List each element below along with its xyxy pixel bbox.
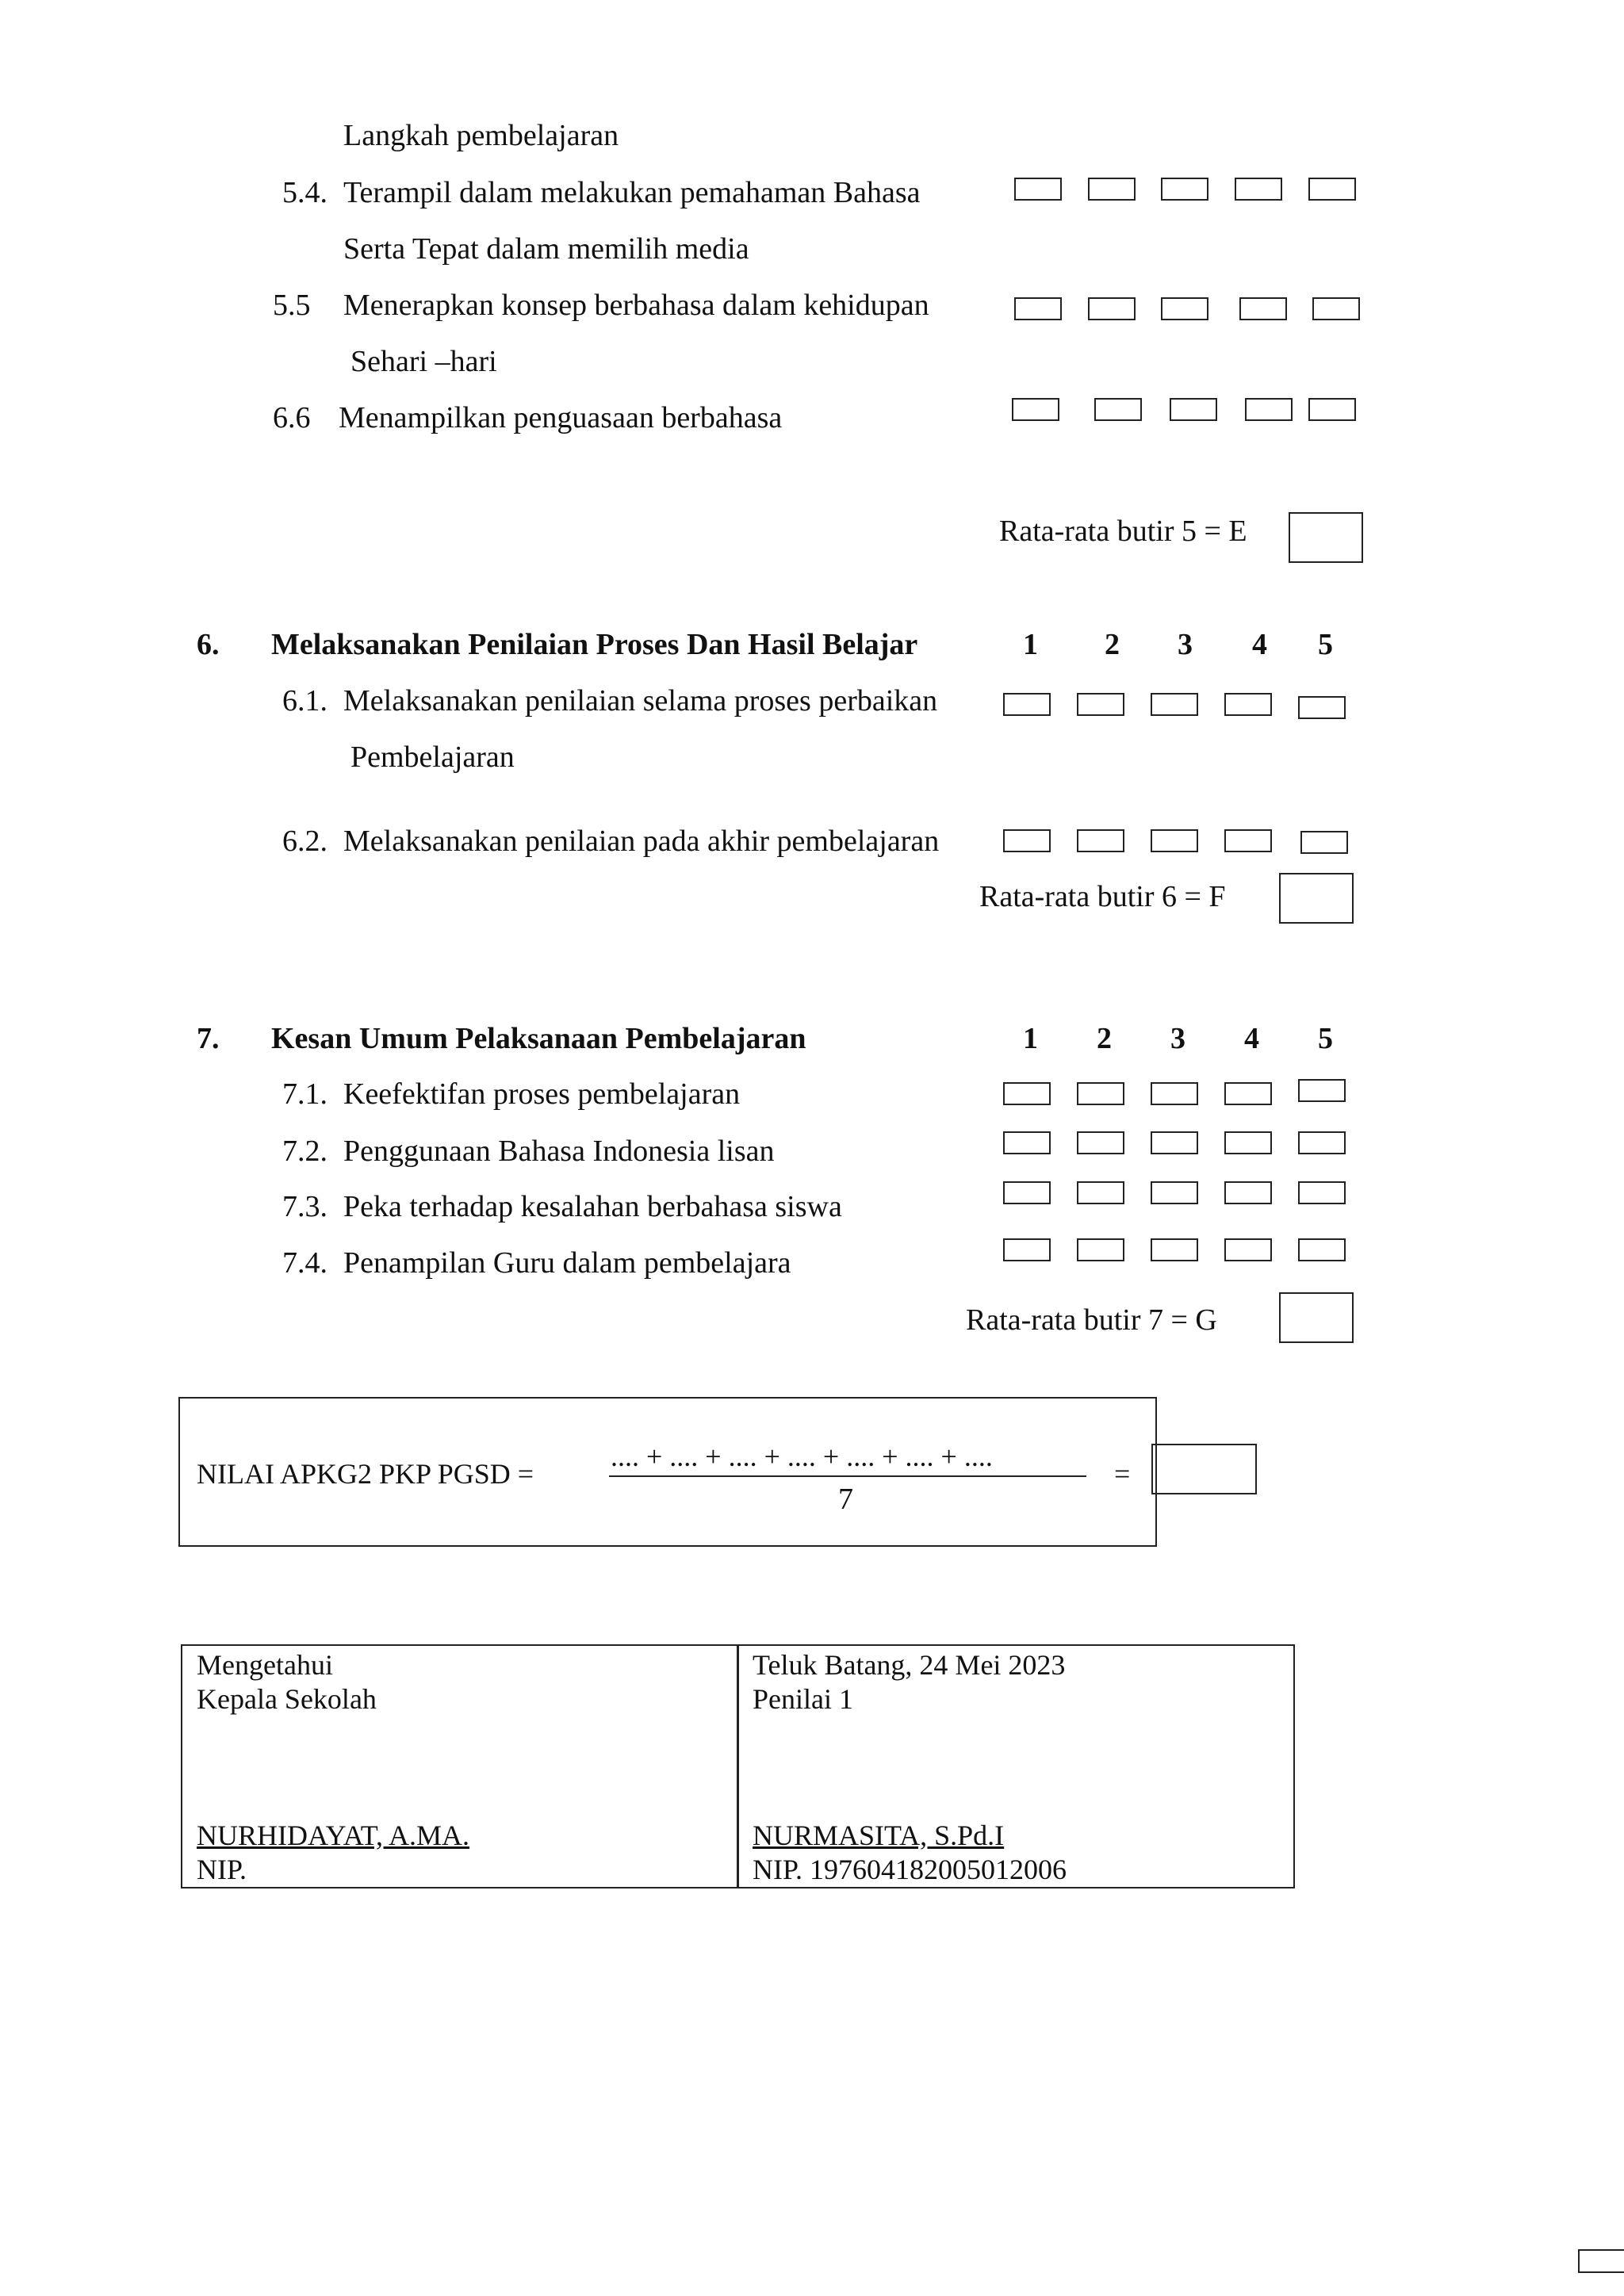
score-box-6-2-2[interactable] xyxy=(1077,829,1124,852)
item-text: Keefektifan proses pembelajaran xyxy=(343,1077,741,1111)
score-box-5-5-3[interactable] xyxy=(1161,297,1208,320)
score-box-7-4-4[interactable] xyxy=(1224,1238,1272,1261)
score-box-7-2-3[interactable] xyxy=(1151,1131,1198,1154)
item-number: 7.1. xyxy=(282,1077,327,1111)
average-box-5[interactable] xyxy=(1289,512,1363,563)
formula-numerator: .... + .... + .... + .... + .... + .... + .... xyxy=(611,1441,993,1472)
score-box-5-4-5[interactable] xyxy=(1308,178,1356,201)
score-box-7-3-2[interactable] xyxy=(1077,1181,1124,1204)
page-corner-box xyxy=(1578,2249,1624,2273)
average-box-6[interactable] xyxy=(1279,873,1354,924)
principal-title: Kepala Sekolah xyxy=(197,1683,377,1715)
score-box-7-2-2[interactable] xyxy=(1077,1131,1124,1154)
section-title: Melaksanakan Penilaian Proses Dan Hasil Belajar xyxy=(271,628,918,661)
item-text-continuation: Pembelajaran xyxy=(350,740,515,774)
item-number: 5.5 xyxy=(273,289,311,322)
score-box-6-1-5[interactable] xyxy=(1298,696,1346,719)
item-text: Melaksanakan penilaian selama proses perbaikan xyxy=(343,684,938,718)
score-box-6-2-3[interactable] xyxy=(1151,829,1198,852)
item-number: 7.3. xyxy=(282,1190,327,1223)
final-score-box[interactable] xyxy=(1151,1444,1257,1494)
score-box-7-1-4[interactable] xyxy=(1224,1082,1272,1105)
principal-nip: NIP. xyxy=(197,1854,247,1885)
place-date: Teluk Batang, 24 Mei 2023 xyxy=(753,1649,1066,1681)
score-box-7-3-5[interactable] xyxy=(1298,1181,1346,1204)
formula-equals: = xyxy=(1114,1458,1131,1490)
scale-label-2: 2 xyxy=(1105,628,1120,661)
acknowledged-label: Mengetahui xyxy=(197,1649,333,1681)
item-number: 6.6 xyxy=(273,401,311,434)
score-box-7-1-2[interactable] xyxy=(1077,1082,1124,1105)
score-box-7-4-1[interactable] xyxy=(1003,1238,1051,1261)
item-number: 6.1. xyxy=(282,684,327,718)
section-title: Kesan Umum Pelaksanaan Pembelajaran xyxy=(271,1022,806,1055)
score-box-5-4-4[interactable] xyxy=(1235,178,1282,201)
item-text: Penampilan Guru dalam pembelajara xyxy=(343,1246,791,1280)
assessor-nip: NIP. 197604182005012006 xyxy=(753,1854,1067,1885)
score-box-5-5-2[interactable] xyxy=(1088,297,1136,320)
score-box-6-2-1[interactable] xyxy=(1003,829,1051,852)
score-box-7-3-3[interactable] xyxy=(1151,1181,1198,1204)
item-text: Melaksanakan penilaian pada akhir pembelajaran xyxy=(343,825,940,858)
score-box-7-1-5[interactable] xyxy=(1298,1079,1346,1102)
score-box-5-5-1[interactable] xyxy=(1014,297,1062,320)
average-box-7[interactable] xyxy=(1279,1292,1354,1343)
score-box-6-1-2[interactable] xyxy=(1077,693,1124,716)
assessor-name: NURMASITA, S.Pd.I xyxy=(753,1820,1005,1851)
section-number: 7. xyxy=(197,1022,220,1055)
item-text-continuation: Sehari –hari xyxy=(350,345,497,378)
score-box-6-6-5[interactable] xyxy=(1308,398,1356,421)
scale-label-3: 3 xyxy=(1178,628,1193,661)
item-number: 6.2. xyxy=(282,825,327,858)
score-box-5-4-3[interactable] xyxy=(1161,178,1208,201)
item-number: 5.4. xyxy=(282,176,327,209)
scale-label-4: 4 xyxy=(1244,1022,1259,1055)
score-box-7-4-5[interactable] xyxy=(1298,1238,1346,1261)
score-box-6-1-1[interactable] xyxy=(1003,693,1051,716)
item-text-continuation: Serta Tepat dalam memilih media xyxy=(343,232,749,266)
assessor-title: Penilai 1 xyxy=(753,1683,853,1715)
item-text: Menampilkan penguasaan berbahasa xyxy=(339,401,783,434)
score-box-7-1-1[interactable] xyxy=(1003,1082,1051,1105)
section-number: 6. xyxy=(197,628,220,661)
principal-name: NURHIDAYAT, A.MA. xyxy=(197,1820,470,1851)
formula-denominator: 7 xyxy=(838,1483,853,1516)
score-box-5-4-2[interactable] xyxy=(1088,178,1136,201)
score-box-7-2-4[interactable] xyxy=(1224,1131,1272,1154)
step-line: Langkah pembelajaran xyxy=(343,119,619,152)
score-box-6-6-3[interactable] xyxy=(1170,398,1217,421)
score-box-6-6-2[interactable] xyxy=(1094,398,1142,421)
item-number: 7.2. xyxy=(282,1135,327,1168)
score-box-6-6-1[interactable] xyxy=(1012,398,1059,421)
scale-label-5: 5 xyxy=(1318,628,1333,661)
item-text: Terampil dalam melakukan pemahaman Bahasa xyxy=(343,176,921,209)
score-box-7-3-4[interactable] xyxy=(1224,1181,1272,1204)
average-label-6: Rata-rata butir 6 = F xyxy=(979,880,1226,913)
scale-label-4: 4 xyxy=(1252,628,1267,661)
score-box-7-4-3[interactable] xyxy=(1151,1238,1198,1261)
score-box-5-5-5[interactable] xyxy=(1312,297,1360,320)
score-box-7-1-3[interactable] xyxy=(1151,1082,1198,1105)
item-number: 7.4. xyxy=(282,1246,327,1280)
score-box-6-1-4[interactable] xyxy=(1224,693,1272,716)
formula-label: NILAI APKG2 PKP PGSD = xyxy=(197,1458,534,1490)
scale-label-3: 3 xyxy=(1170,1022,1185,1055)
score-box-6-2-5[interactable] xyxy=(1300,831,1348,854)
score-box-5-4-1[interactable] xyxy=(1014,178,1062,201)
score-box-7-2-5[interactable] xyxy=(1298,1131,1346,1154)
score-box-7-2-1[interactable] xyxy=(1003,1131,1051,1154)
scale-label-1: 1 xyxy=(1023,628,1038,661)
average-label-7: Rata-rata butir 7 = G xyxy=(966,1303,1217,1337)
score-box-7-4-2[interactable] xyxy=(1077,1238,1124,1261)
scale-label-2: 2 xyxy=(1097,1022,1112,1055)
score-box-6-6-4[interactable] xyxy=(1245,398,1293,421)
item-text: Peka terhadap kesalahan berbahasa siswa xyxy=(343,1190,842,1223)
score-box-6-2-4[interactable] xyxy=(1224,829,1272,852)
signature-divider xyxy=(737,1644,739,1888)
average-label-5: Rata-rata butir 5 = E xyxy=(999,515,1247,548)
item-text: Menerapkan konsep berbahasa dalam kehidupan xyxy=(343,289,929,322)
scale-label-5: 5 xyxy=(1318,1022,1333,1055)
scale-label-1: 1 xyxy=(1023,1022,1038,1055)
score-box-5-5-4[interactable] xyxy=(1239,297,1287,320)
fraction-bar xyxy=(609,1475,1086,1477)
score-box-6-1-3[interactable] xyxy=(1151,693,1198,716)
score-box-7-3-1[interactable] xyxy=(1003,1181,1051,1204)
item-text: Penggunaan Bahasa Indonesia lisan xyxy=(343,1135,775,1168)
